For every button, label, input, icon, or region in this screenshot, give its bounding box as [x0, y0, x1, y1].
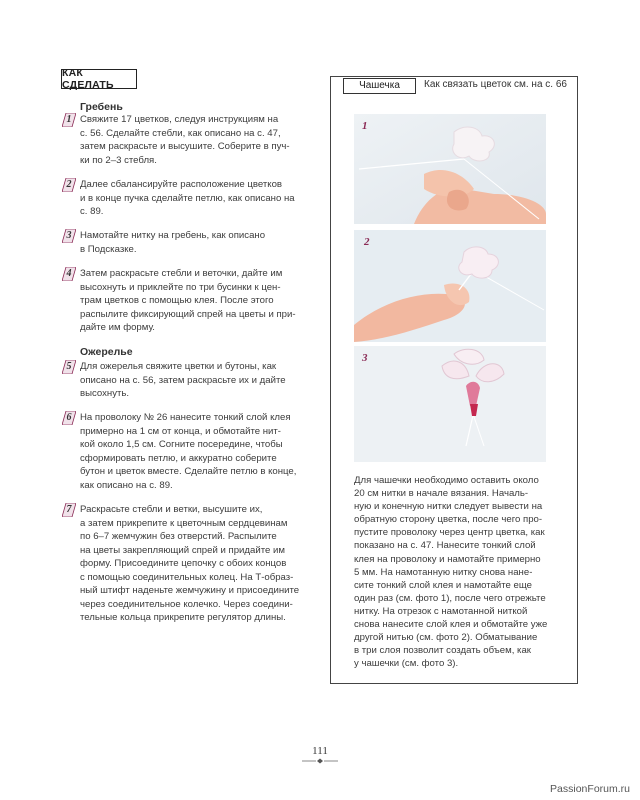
section-header: КАК СДЕЛАТЬ	[61, 69, 137, 89]
step-text-line: трам цветков с помощью клея. После этого	[80, 295, 274, 306]
photo-3	[354, 346, 546, 462]
photo-1	[354, 114, 546, 224]
step-text-line: форму. Присоедините цепочку с обоих концов	[80, 558, 287, 569]
step-text-line: примерно на 1 см от конца, и обмотайте нит-	[80, 425, 281, 437]
step-text-line: кой около 1,5 см. Согните посередине, чтобы	[80, 439, 283, 450]
step-text-line: дайте им форму.	[80, 322, 155, 333]
panel-text-line: Для чашечки необходимо оставить около	[354, 475, 539, 486]
step-text-line: Далее сбалансируйте расположение цветков	[80, 179, 282, 190]
ornament-icon	[302, 758, 338, 764]
step-text-line: описано на с. 56, затем раскрасьте их и дайте	[80, 374, 286, 386]
step-text-line: а затем прикрепите к цветочным сердцевинам	[80, 517, 288, 529]
step-4	[62, 267, 312, 335]
panel-text-line: обратную сторону цветка, после чего про-	[354, 514, 543, 526]
step-text-line: На проволоку № 26 нанесите тонкий слой клея	[80, 412, 291, 423]
panel-text-line: нитку. На отрезок с намотанной ниткой	[354, 605, 528, 617]
step-text-line: с. 56. Сделайте стебли, как описано на с. 47,	[80, 127, 281, 139]
step-number-badge: 1	[62, 113, 76, 127]
panel-text-line: показано на с. 47. Нанесите тонкий слой	[354, 540, 536, 552]
panel-text-line: пустите проволоку через центр цветка, как	[354, 527, 545, 539]
subtitle-comb: Гребень	[80, 101, 123, 113]
step-3	[62, 229, 312, 256]
panel-tag: Чашечка	[343, 78, 416, 94]
step-text-line: Свяжите 17 цветков, следуя инструкциям на	[80, 114, 279, 125]
step-text-line: на цветы закрепляющий спрей и придайте им	[80, 544, 285, 556]
step-text-line: Раскрасьте стебли и ветки, высушите их,	[80, 504, 263, 515]
step-text-line: высохнуть.	[80, 388, 130, 399]
page-number: 111	[312, 745, 328, 757]
watermark: PassionForum.ru	[550, 783, 630, 795]
step-text-line: Затем раскрасьте стебли и веточки, дайте им	[80, 268, 283, 279]
photo-number: 1	[362, 120, 368, 132]
photo-number: 3	[362, 352, 368, 364]
step-text-line: Намотайте нитку на гребень, как описано	[80, 230, 266, 241]
step-number-badge: 2	[62, 178, 76, 192]
step-5	[62, 360, 312, 401]
photo-number: 2	[364, 236, 370, 248]
panel-text-line: в три слоя позволит создать объем, как	[354, 645, 531, 657]
step-text-line: ки по 2–3 стебля.	[80, 154, 157, 166]
step-text-line: тельные кольца прикрепите регулятор длины.	[80, 612, 286, 623]
step-text-line: по 6–7 жемчужин без отверстий. Распылите	[80, 531, 277, 542]
step-text-line: затем раскрасьте и высушите. Соберите в пуч-	[80, 141, 290, 152]
panel-text-line: 5 мм. На намотанную нитку снова нане-	[354, 566, 533, 578]
step-number-badge: 4	[62, 267, 76, 281]
step-number-badge: 6	[62, 411, 76, 425]
step-number-badge: 7	[62, 503, 76, 517]
step-number-badge: 5	[62, 360, 76, 374]
panel-text-line: клея на проволоку и намотайте примерно	[354, 553, 541, 565]
step-6	[62, 411, 312, 492]
panel-text-line: у чашечки (см. фото 3).	[354, 658, 459, 670]
step-text-line: с помощью соединительных колец. На Т-образ-	[80, 571, 294, 583]
photo-1-image	[354, 114, 546, 224]
step-text-line: в Подсказке.	[80, 243, 137, 255]
panel-text-line: сите тонкий слой клея и намотайте еще	[354, 579, 533, 591]
step-text-line: высохнуть и приклейте по три бусинки к цен-	[80, 281, 281, 293]
panel-text-line: ную и конечную нитки следует вывести на	[354, 501, 543, 513]
step-1	[62, 113, 312, 167]
step-text-line: сформировать петлю, и аккуратно соберите	[80, 452, 277, 464]
photo-2	[354, 230, 546, 342]
step-text-line: Для ожерелья свяжите цветки и бутоны, как	[80, 361, 277, 372]
step-text-line: с. 89.	[80, 206, 104, 217]
panel-text-line: 20 см нитки в начале вязания. Началь-	[354, 488, 529, 500]
step-7	[62, 503, 312, 625]
step-text-line: и в конце пучка сделайте петлю, как описано на	[80, 192, 295, 204]
photo-3-image	[354, 346, 546, 462]
panel-reference: Как связать цветок см. на с. 66	[424, 79, 567, 90]
step-number-badge: 3	[62, 229, 76, 243]
panel-text-line: другой нитью (см. фото 2). Обматывание	[354, 632, 538, 644]
panel-text-line: один раз (см. фото 1), после чего отрежьте	[354, 592, 546, 604]
panel-text-line: снова нанесите слой клея и обмотайте уже	[354, 619, 548, 631]
step-text-line: через соединительное колечко. Через соедини-	[80, 598, 293, 610]
step-text-line: бутон и цветок вместе. Сделайте петлю в конце,	[80, 466, 297, 477]
subtitle-necklace: Ожерелье	[80, 346, 133, 358]
step-text-line: распылите фиксирующий спрей на цветы и при-	[80, 308, 296, 320]
panel-text	[354, 474, 564, 670]
photo-2-image	[354, 230, 546, 342]
step-text-line: как описано на с. 89.	[80, 479, 173, 491]
step-text-line: ный штифт наденьте жемчужину и присоедините	[80, 585, 300, 596]
step-2	[62, 178, 312, 219]
